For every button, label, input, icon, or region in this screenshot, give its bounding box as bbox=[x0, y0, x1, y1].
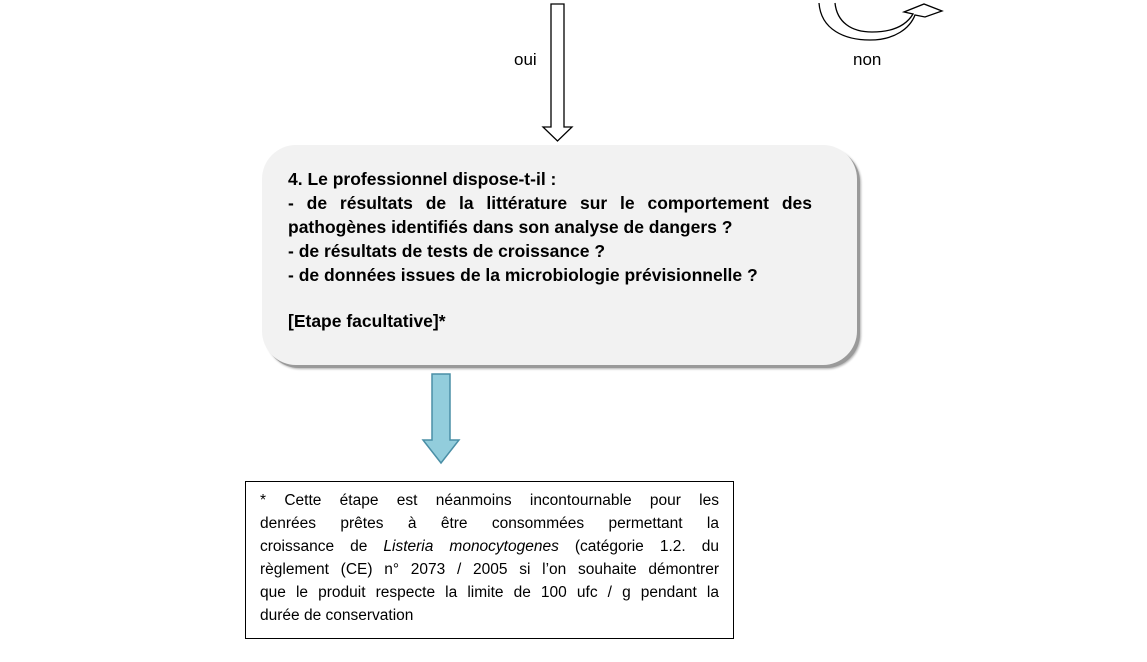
step4-box bbox=[262, 145, 857, 365]
footnote-line: règlement (CE) n° 2073 / 2005 si l’on souhaite démontrer bbox=[260, 561, 719, 578]
arrow-yes-down bbox=[541, 3, 575, 143]
step4-line-growth-tests: - de résultats de tests de croissance ? bbox=[288, 241, 606, 261]
footnote-box bbox=[245, 481, 734, 639]
yes-label: oui bbox=[514, 50, 537, 69]
footnote-text: croissance de bbox=[260, 538, 384, 555]
step4-optional-note: [Etape facultative]* bbox=[288, 311, 446, 331]
step4-line-predictive: - de données issues de la microbiologie prévisionnelle ? bbox=[288, 265, 758, 285]
no-label: non bbox=[853, 50, 882, 69]
arrow-no-curved bbox=[815, 0, 945, 45]
footnote-line: denrées prêtes à être consommées permettant la bbox=[260, 515, 719, 532]
footnote-line: durée de conservation bbox=[260, 607, 414, 624]
arrow-blue-down bbox=[420, 372, 464, 468]
footnote-species: Listeria monocytogenes bbox=[383, 538, 559, 555]
footnote-line: que le produit respecte la limite de 100 ufc / g pendant la bbox=[260, 584, 719, 601]
step4-line-literature: - de résultats de la littérature sur le comportement des bbox=[288, 193, 812, 213]
footnote-line: * Cette étape est néanmoins incontournable pour les bbox=[260, 492, 719, 509]
footnote-text: (catégorie 1.2. du bbox=[558, 538, 719, 555]
footnote-line bbox=[260, 535, 719, 558]
step4-line-pathogens: pathogènes identifiés dans son analyse de dangers ? bbox=[288, 217, 733, 237]
step4-question: 4. Le professionnel dispose-t-il : bbox=[288, 169, 557, 189]
